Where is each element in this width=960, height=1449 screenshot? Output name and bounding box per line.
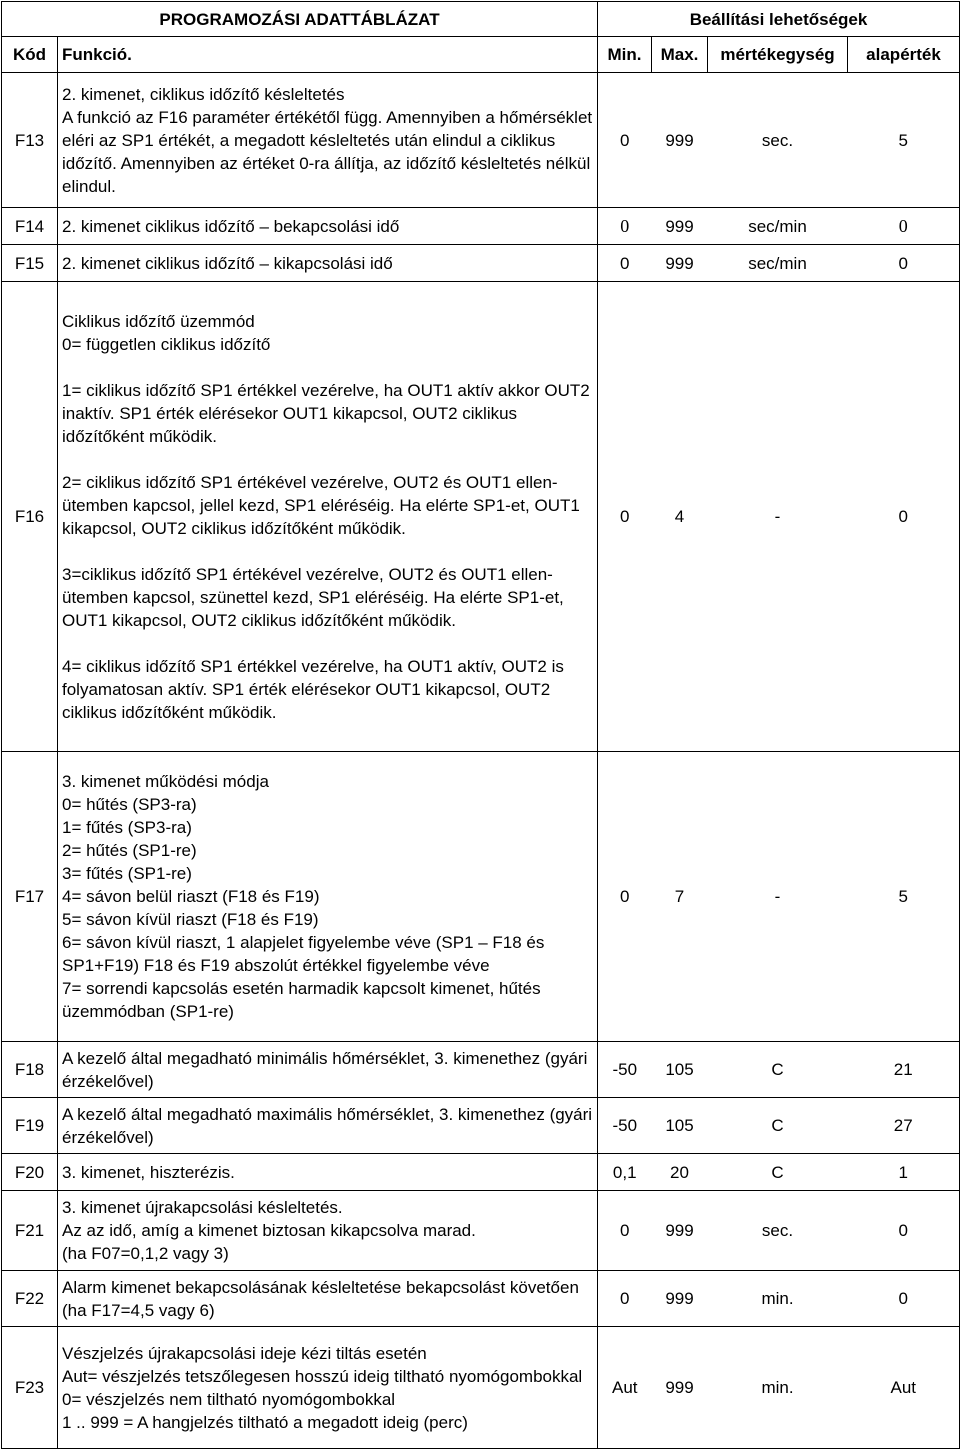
table-row (2, 1154, 960, 1191)
param-default: 0 (848, 1271, 960, 1327)
table-row (2, 1327, 960, 1449)
param-code: F20 (2, 1154, 58, 1191)
param-max: 999 (652, 245, 708, 282)
param-default: 5 (848, 73, 960, 208)
table-row (2, 73, 960, 208)
param-function: 2. kimenet ciklikus időzítő – bekapcsolási idő (58, 208, 598, 245)
param-unit: C (708, 1154, 848, 1191)
param-max: 999 (652, 1271, 708, 1327)
param-unit: - (708, 752, 848, 1042)
param-min: 0 (598, 282, 652, 752)
param-min: 0 (598, 1191, 652, 1271)
param-unit: sec. (708, 73, 848, 208)
param-min: 0 (598, 752, 652, 1042)
param-default: 21 (848, 1042, 960, 1098)
param-default: 0 (848, 245, 960, 282)
function-text: 3=ciklikus időzítő SP1 értékével vezérelve, OUT2 és OUT1 ellen-ütemben kapcsol, szünettel kezd, SP1 eléréséig. Ha elérte SP1-et, OUT1 kikapcsol, OUT2 ciklikus időzítőként működik. (62, 564, 564, 630)
function-text: 4= ciklikus időzítő SP1 értékkel vezérelve, ha OUT1 aktív, OUT2 is folyamatosan aktív. SP1 érték elérésekor OUT1 kikapcsol, OUT2 ciklikus időzítőként működik. (62, 656, 564, 722)
param-function: Alarm kimenet bekapcsolásának késleltetése bekapcsolást követően (ha F17=4,5 vagy 6) (58, 1271, 598, 1327)
function-text: 1= ciklikus időzítő SP1 értékkel vezérelve, ha OUT1 aktív akkor OUT2 inaktív. SP1 érték elérésekor OUT1 kikapcsol, OUT2 ciklikus időzítőként működik. (62, 380, 590, 446)
param-min: Aut (598, 1327, 652, 1449)
param-function: A kezelő által megadható minimális hőmérséklet, 3. kimenethez (gyári érzékelővel) (58, 1042, 598, 1098)
table-row (2, 752, 960, 1042)
param-code: F14 (2, 208, 58, 245)
param-default: Aut (848, 1327, 960, 1449)
param-unit: min. (708, 1327, 848, 1449)
table-row (2, 1271, 960, 1327)
param-max: 4 (652, 282, 708, 752)
param-unit: sec. (708, 1191, 848, 1271)
param-default: 0 (848, 1191, 960, 1271)
param-code: F23 (2, 1327, 58, 1449)
header-row-1 (2, 2, 960, 37)
param-function (58, 73, 598, 208)
param-default: 0 (848, 282, 960, 752)
table-row (2, 1098, 960, 1154)
param-default: 1 (848, 1154, 960, 1191)
param-min: -50 (598, 1042, 652, 1098)
function-text: 2. kimenet, ciklikus időzítő késleltetés (62, 84, 345, 104)
param-max: 105 (652, 1098, 708, 1154)
table-row (2, 245, 960, 282)
param-function: 2. kimenet ciklikus időzítő – kikapcsolási idő (58, 245, 598, 282)
param-code: F18 (2, 1042, 58, 1098)
param-min: 0,1 (598, 1154, 652, 1191)
param-function (58, 282, 598, 752)
param-min: 0 (598, 73, 652, 208)
param-max: 7 (652, 752, 708, 1042)
param-code: F21 (2, 1191, 58, 1271)
param-default: 0 (848, 208, 960, 245)
param-code: F22 (2, 1271, 58, 1327)
col-header-code: Kód (2, 37, 58, 73)
param-code: F15 (2, 245, 58, 282)
param-code: F17 (2, 752, 58, 1042)
table-row (2, 1191, 960, 1271)
param-default: 5 (848, 752, 960, 1042)
settings-header: Beállítási lehetőségek (598, 2, 960, 37)
param-max: 999 (652, 1327, 708, 1449)
col-header-default: alapérték (848, 37, 960, 73)
param-function: Vészjelzés újrakapcsolási ideje kézi tiltás esetén Aut= vészjelzés tetszőlegesen hosszú ideig tiltható nyomógombokkal 0= vészjelzés nem tiltható nyomógombokkal 1 .. 999 = A hangjelzés tiltható a megadott ideig (perc) (58, 1327, 598, 1449)
programming-data-table (1, 1, 960, 1449)
col-header-max: Max. (652, 37, 708, 73)
table-row (2, 282, 960, 752)
param-function: 3. kimenet, hiszterézis. (58, 1154, 598, 1191)
param-max: 20 (652, 1154, 708, 1191)
param-unit: min. (708, 1271, 848, 1327)
param-unit: C (708, 1098, 848, 1154)
param-function: 3. kimenet működési módja 0= hűtés (SP3-ra) 1= fűtés (SP3-ra) 2= hűtés (SP1-re) 3= fűtés (SP1-re) 4= sávon belül riaszt (F18 és F19) 5= sávon kívül riaszt (F18 és F19) 6= sávon kívül riaszt, 1 alapjelet figyelembe véve (SP1 – F18 és SP1+F19) F18 és F19 abszolút értékkel figyelembe véve 7= sorrendi kapcsolás esetén harmadik kapcsolt kimenet, hűtés üzemmódban (SP1-re) (58, 752, 598, 1042)
function-text: A funkció az F16 paraméter értékétől függ. Amennyiben a hőmérséklet eléri az SP1 értékét, a megadott késleltetés után elindul a ciklikus időzítő. Amennyiben az értéket 0-ra állítja, az időzítő késleltetés nélkül elindul. (62, 107, 593, 196)
param-unit: C (708, 1042, 848, 1098)
param-max: 999 (652, 1191, 708, 1271)
param-min: 0 (598, 245, 652, 282)
table-row (2, 208, 960, 245)
function-text: Ciklikus időzítő üzemmód 0= független ciklikus időzítő (62, 311, 271, 354)
param-default: 27 (848, 1098, 960, 1154)
param-function: 3. kimenet újrakapcsolási késleltetés. Az az idő, amíg a kimenet biztosan kikapcsolva marad. (ha F07=0,1,2 vagy 3) (58, 1191, 598, 1271)
col-header-function: Funkció. (58, 37, 598, 73)
table-row (2, 1042, 960, 1098)
param-unit: sec/min (708, 208, 848, 245)
table-title: PROGRAMOZÁSI ADATTÁBLÁZAT (2, 2, 598, 37)
col-header-min: Min. (598, 37, 652, 73)
param-unit: sec/min (708, 245, 848, 282)
col-header-unit: mértékegység (708, 37, 848, 73)
param-max: 999 (652, 73, 708, 208)
param-min: 0 (598, 208, 652, 245)
param-unit: - (708, 282, 848, 752)
param-function: A kezelő által megadható maximális hőmérséklet, 3. kimenethez (gyári érzékelővel) (58, 1098, 598, 1154)
param-max: 105 (652, 1042, 708, 1098)
function-text: 2= ciklikus időzítő SP1 értékével vezérelve, OUT2 és OUT1 ellen-ütemben kapcsol, jellel kezd, SP1 eléréséig. Ha elérte SP1-et, OUT1 kikapcsol, OUT2 ciklikus időzítőként működik. (62, 472, 580, 538)
param-code: F19 (2, 1098, 58, 1154)
param-max: 999 (652, 208, 708, 245)
header-row-2 (2, 37, 960, 73)
param-code: F16 (2, 282, 58, 752)
param-min: -50 (598, 1098, 652, 1154)
param-min: 0 (598, 1271, 652, 1327)
param-code: F13 (2, 73, 58, 208)
